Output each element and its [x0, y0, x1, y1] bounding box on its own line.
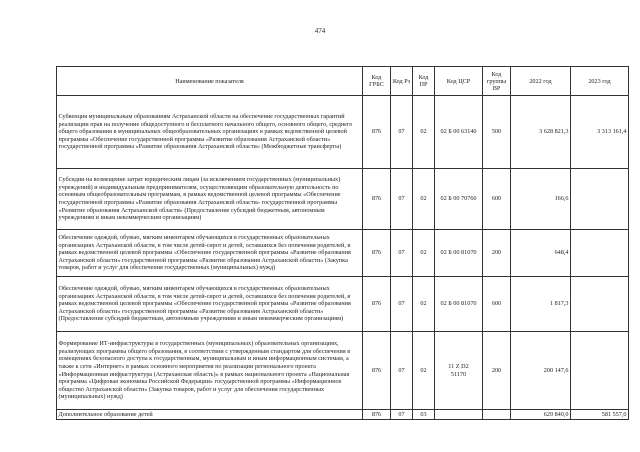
row-2022: 1 817,3: [511, 277, 571, 332]
row-rz: 07: [391, 332, 413, 410]
row-pr: 02: [413, 230, 435, 277]
header-2023: 2023 год: [571, 67, 629, 96]
row-grbs: 876: [363, 169, 391, 230]
table-row: [57, 230, 629, 277]
row-vr: 200: [483, 230, 511, 277]
table-row: [57, 277, 629, 332]
row-2022: 3 628 821,3: [511, 96, 571, 169]
row-pr: 02: [413, 332, 435, 410]
table-row: [57, 169, 629, 230]
row-csr-line1: 11 Z D2: [448, 362, 469, 370]
row-name: Формирование ИТ-инфраструктуры в государственных (муниципальных) образовательных организациях, реализующих программы общего образования, в соответствии с утвержденным стандартом для обеспечения в помещениях безопасного доступа к государственным, муниципальным и иным информационным системам, а также к сети «Интернет» в рамках основного мероприятия по реализации регионального проекта «Информационная инфраструктура (Астраханская область)» в рамках национального проекта «Национальная программа «Цифровая экономика Российской Федерации» государственной программы «Информационное общество Астраханской области» (Закупка товаров, работ и услуг для обеспечения государственных (муниципальных) нужд): [57, 332, 363, 410]
row-2023: 581 557,0: [571, 410, 629, 420]
header-2022: 2022 год: [511, 67, 571, 96]
row-csr-line2: 51170: [450, 370, 467, 378]
row-name: Дополнительное образование детей: [57, 410, 363, 420]
header-pr: Код ПР: [413, 67, 435, 96]
row-grbs: 876: [363, 96, 391, 169]
row-vr: 600: [483, 277, 511, 332]
row-csr: 02 Б 00 63140: [435, 96, 483, 169]
row-name: Субвенция муниципальным образованиям Астраханской области на обеспечение государственных гарантий реализации прав на получение общедоступного и бесплатного начального общего, основного общего, среднего общего образования в муниципальных общеобразовательных организациях в рамках ведомственной целевой программы «Обеспечение государственной программы «Развитие образования Астраханской области» государственной программы «Развитие образования Астраханской области» (Межбюджетные трансферты): [57, 96, 363, 169]
row-2023: [571, 169, 629, 230]
row-2023: [571, 332, 629, 410]
row-vr: 600: [483, 169, 511, 230]
row-rz: 07: [391, 230, 413, 277]
row-pr: 02: [413, 96, 435, 169]
row-grbs: 876: [363, 277, 391, 332]
row-2022: 648,4: [511, 230, 571, 277]
row-rz: 07: [391, 96, 413, 169]
row-2023: 3 313 161,4: [571, 96, 629, 169]
page-number: 474: [314, 27, 326, 35]
row-csr: [435, 410, 483, 420]
row-grbs: 876: [363, 332, 391, 410]
header-rz: Код Рз: [391, 67, 413, 96]
row-csr: [435, 332, 483, 410]
row-rz: 07: [391, 277, 413, 332]
row-pr: 02: [413, 277, 435, 332]
row-csr: 02 Б 00 70760: [435, 169, 483, 230]
row-2023: [571, 230, 629, 277]
row-vr: 500: [483, 96, 511, 169]
header-name: Наименование показателя: [57, 67, 363, 96]
row-grbs: 876: [363, 230, 391, 277]
header-grbs: Код ГРБС: [363, 67, 391, 96]
row-grbs: 876: [363, 410, 391, 420]
row-vr: 200: [483, 332, 511, 410]
row-vr: [483, 410, 511, 420]
row-2022: 166,6: [511, 169, 571, 230]
row-pr: 03: [413, 410, 435, 420]
table-row: [57, 332, 629, 410]
table-header-row: [57, 67, 629, 96]
table-row: [57, 410, 629, 420]
row-name: Обеспечение одеждой, обувью, мягким инвентарем обучающихся в государственных образовательных организациях Астраханской области, в том числе детей-сирот и детей, оставшихся без попечения родителей, в рамках ведомственной целевой программы «Обеспечение государственной программы «Развитие образования Астраханской области» государственной программы «Развитие образования Астраханской области» (Закупка товаров, работ и услуг для обеспечения государственных (муниципальных) нужд): [57, 230, 363, 277]
row-2022: 200 147,6: [511, 332, 571, 410]
row-pr: 02: [413, 169, 435, 230]
row-rz: 07: [391, 410, 413, 420]
budget-table: [56, 66, 629, 420]
row-name: Обеспечение одеждой, обувью, мягким инвентарем обучающихся в государственных образовательных организациях Астраханской области, в том числе детей-сирот и детей, оставшихся без попечения родителей, в рамках ведомственной целевой программы «Обеспечение государственной программы «Развитие образования Астраханской области» государственной программы «Развитие образования Астраханской области» (Предоставление субсидий бюджетным, автономным учреждениям и иным некоммерческим организациям): [57, 277, 363, 332]
row-name: Субсидии на возмещение затрат юридическим лицам (за исключением государственных (муниципальных) учреждений) и индивидуальным предпринимателям, осуществляющим образовательную деятельность по основным общеобразовательным программам, в рамках ведомственной целевой программы «Обеспечение государственной программы «Развитие образования Астраханской области» государственной программы «Развитие образования Астраханской области» (Предоставление субсидий бюджетным, автономным учреждениям и иным некоммерческим организациям): [57, 169, 363, 230]
table-row: [57, 96, 629, 169]
row-rz: 07: [391, 169, 413, 230]
row-2023: [571, 277, 629, 332]
row-csr: 02 Б 00 81070: [435, 277, 483, 332]
header-vr: Код группы ВР: [483, 67, 511, 96]
row-2022: 629 840,0: [511, 410, 571, 420]
row-csr: 02 Б 00 81070: [435, 230, 483, 277]
header-csr: Код ЦСР: [435, 67, 483, 96]
